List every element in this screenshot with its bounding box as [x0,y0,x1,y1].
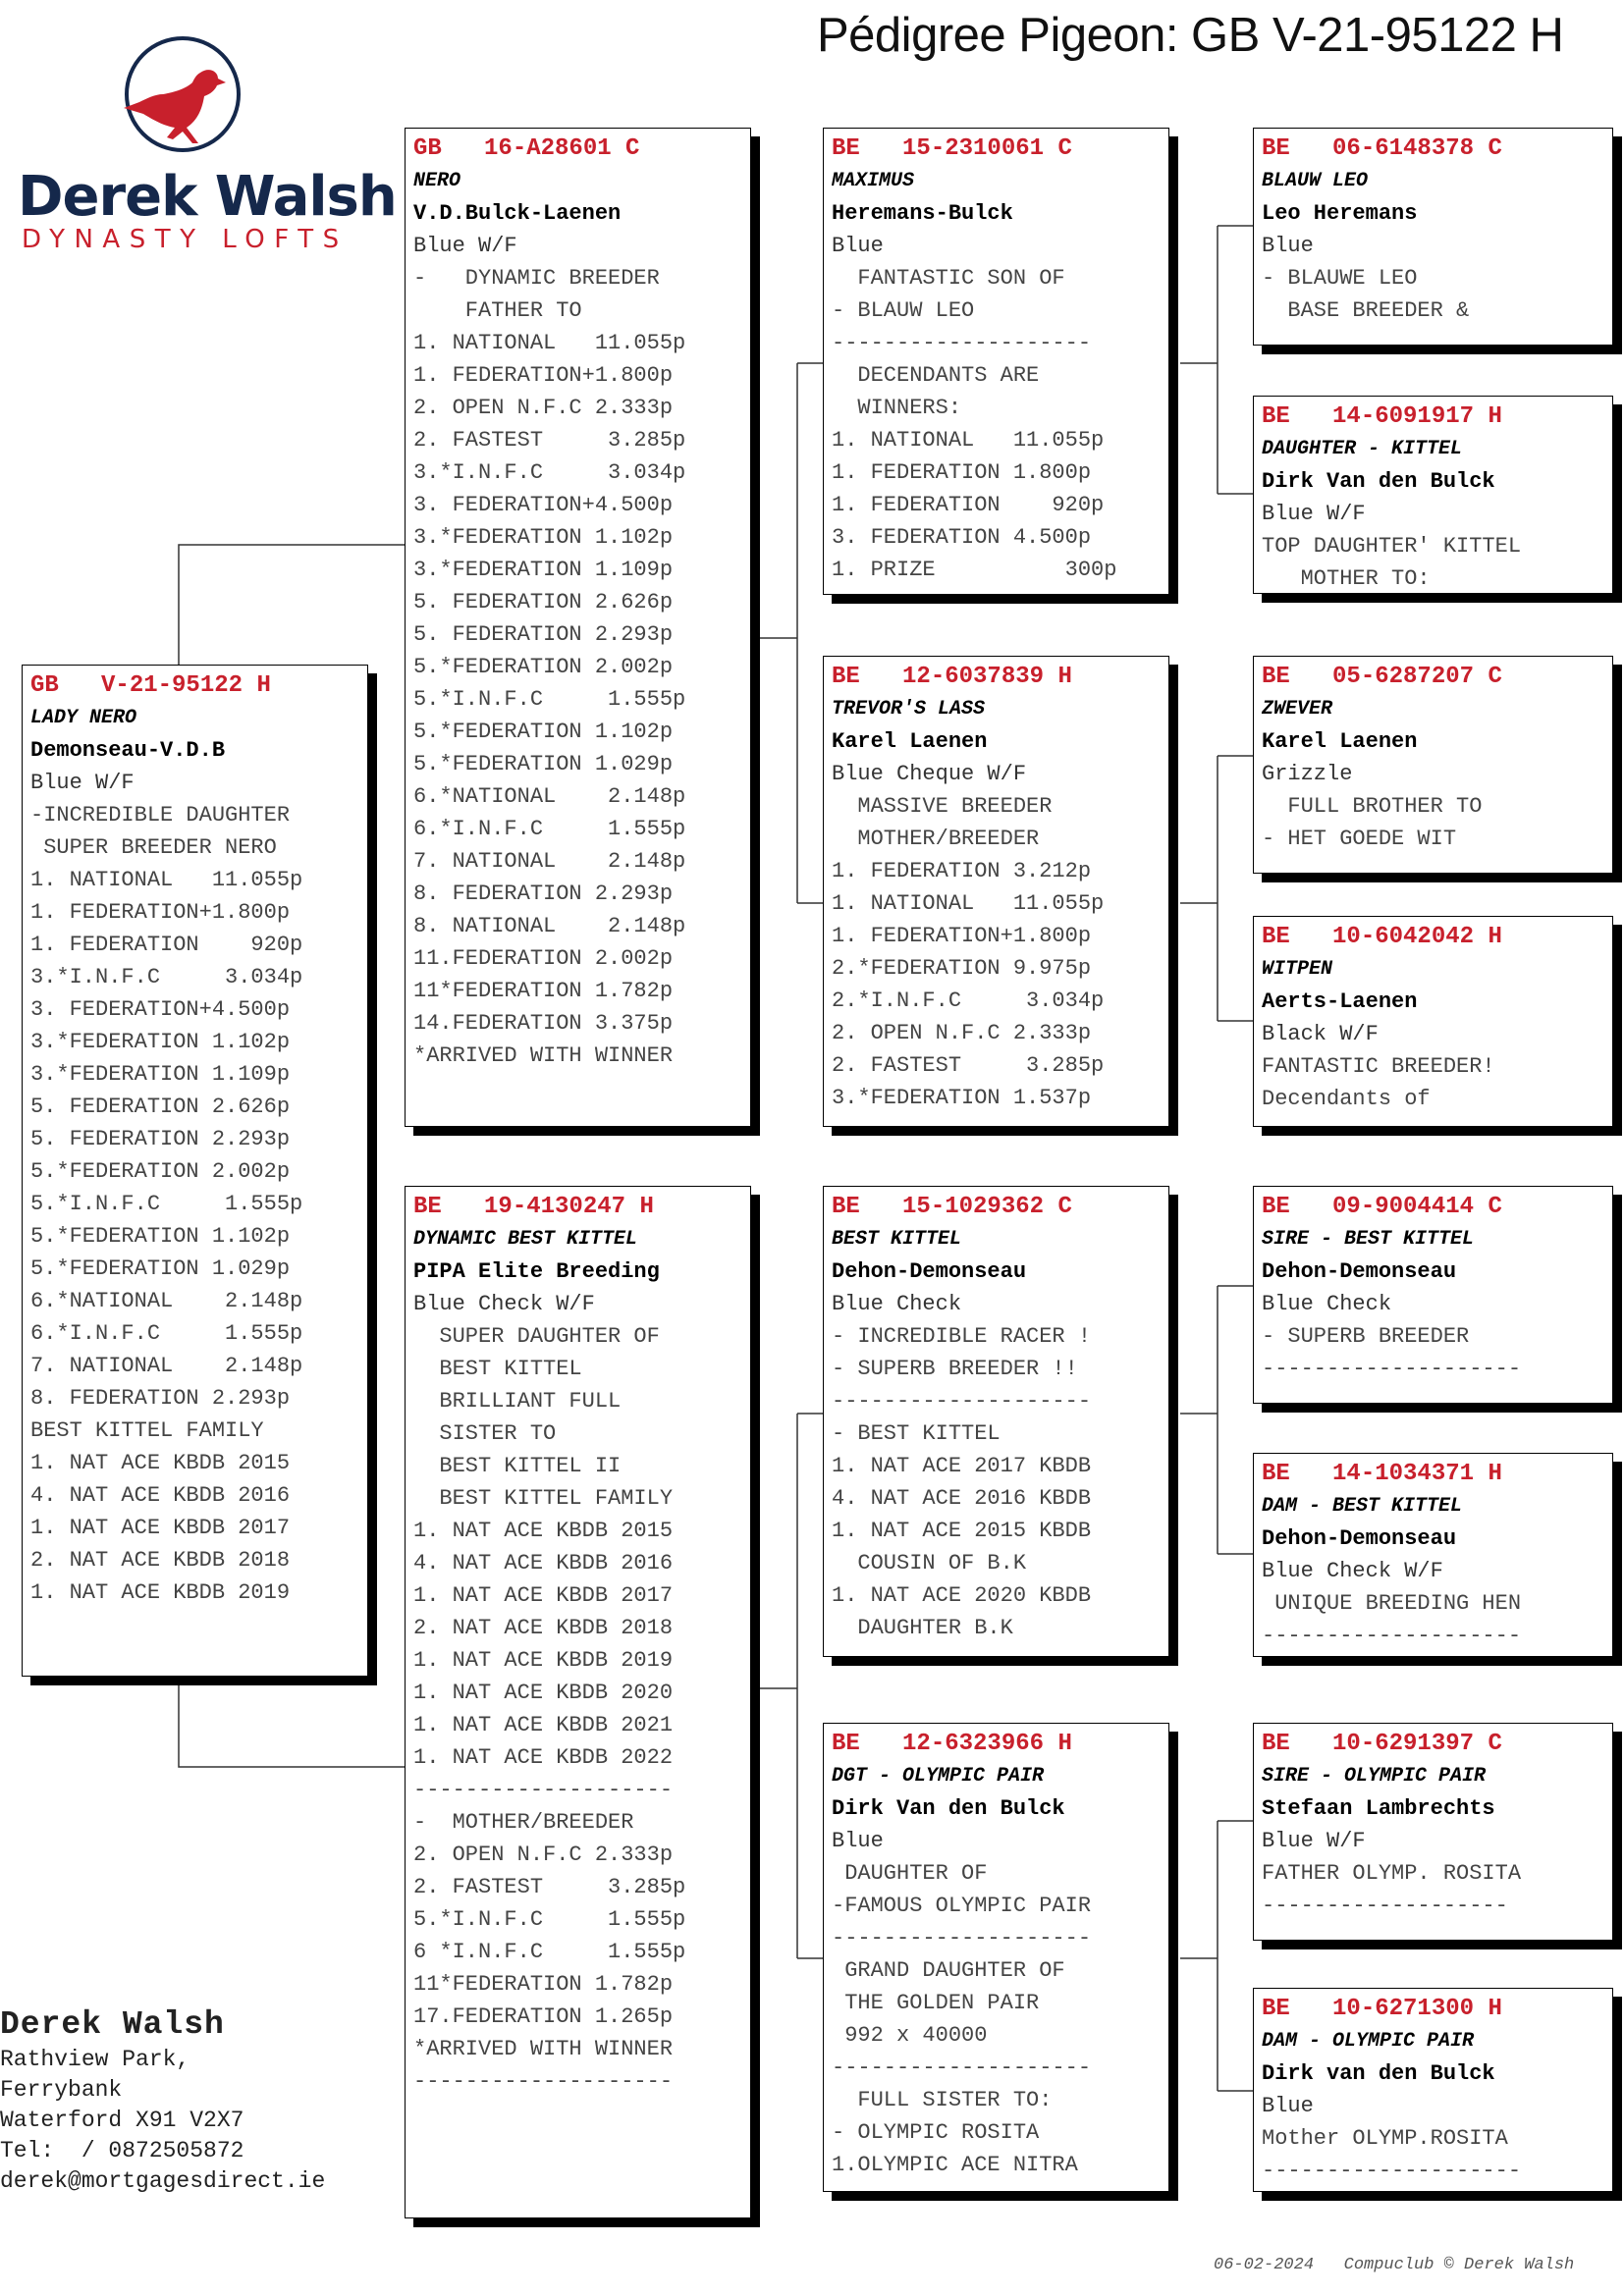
pigeon-name: SIRE - OLYMPIC PAIR [1262,1765,1487,1788]
owner-contact [0,2005,325,2197]
pigeon-card-ss[interactable] [823,128,1169,595]
note-line: 1. NAT ACE 2020 KBDB [832,1583,1092,1608]
note-line: SISTER TO [413,1421,557,1446]
footer-credit: 06-02-2024 Compuclub © Derek Walsh [1214,2256,1575,2274]
note-line: - OLYMPIC ROSITA [832,2120,1040,2145]
note-line: BRILLIANT FULL [413,1389,622,1414]
note-line: 1. FEDERATION 920p [832,493,1105,517]
note-line: 5.*FEDERATION 2.002p [413,655,674,679]
ring-number: BE 19-4130247 H [413,1194,654,1220]
pigeon-color: Blue [832,234,884,258]
note-line: 4. NAT ACE KBDB 2016 [30,1483,291,1508]
note-line: MASSIVE BREEDER [832,794,1053,819]
note-line: 3.*I.N.F.C 3.034p [413,460,686,485]
note-line: 17.FEDERATION 1.265p [413,2004,674,2029]
breeder-name: Stefaan Lambrechts [1262,1796,1495,1821]
pigeon-card-sire[interactable] [405,128,751,1127]
pigeon-name: DAM - BEST KITTEL [1262,1495,1463,1518]
note-line: 8. FEDERATION 2.293p [30,1386,291,1411]
ring-number: BE 12-6037839 H [832,664,1072,690]
note-line: *ARRIVED WITH WINNER [413,1043,674,1068]
note-line: 11.FEDERATION 2.002p [413,946,674,971]
note-line: 3. FEDERATION+4.500p [30,997,291,1022]
note-line: 2. FASTEST 3.285p [413,428,686,453]
pigeon-card-dam[interactable] [405,1186,751,2218]
note-line: -------------------- [1262,1357,1522,1381]
pigeon-card-sdd[interactable] [1253,916,1613,1127]
note-line: -INCREDIBLE DAUGHTER [30,803,291,828]
pigeon-card-dds[interactable] [1253,1723,1613,1941]
breeder-name: Karel Laenen [832,729,988,754]
note-line: 1. NAT ACE 2017 KBDB [832,1454,1092,1478]
note-line: 1. PRIZE 300p [832,558,1117,582]
note-line: -------------------- [413,2069,674,2094]
pigeon-color: Blue Check W/F [1262,1559,1443,1583]
pigeon-card-dss[interactable] [1253,1186,1613,1404]
note-line: THE GOLDEN PAIR [832,1991,1040,2015]
note-line: 1. NAT ACE KBDB 2022 [413,1745,674,1770]
ring-number: BE 10-6291397 C [1262,1731,1502,1757]
pigeon-card-ds[interactable] [823,1186,1169,1657]
note-line: 1. NAT ACE 2015 KBDB [832,1519,1092,1543]
note-line: 3. FEDERATION 4.500p [832,525,1092,550]
note-line: 1. NAT ACE KBDB 2021 [413,1713,674,1737]
note-line: 2. OPEN N.F.C 2.333p [413,1842,674,1867]
ring-number: BE 15-1029362 C [832,1194,1072,1220]
note-line: 7. NATIONAL 2.148p [30,1354,303,1378]
note-line: 1. FEDERATION 3.212p [832,859,1092,883]
pigeon-name: DYNAMIC BEST KITTEL [413,1228,638,1251]
note-line: 8. FEDERATION 2.293p [413,881,674,906]
note-line: 5. FEDERATION 2.293p [30,1127,291,1151]
note-line: 3.*FEDERATION 1.537p [832,1086,1092,1110]
owner-address-line: Ferrybank [0,2077,123,2103]
ring-number: BE 10-6271300 H [1262,1996,1502,2022]
note-line: WINNERS: [832,396,962,420]
ring-number: BE 14-1034371 H [1262,1461,1502,1487]
note-line: 5.*I.N.F.C 1.555p [413,687,686,712]
ring-number: BE 15-2310061 C [832,135,1072,162]
note-line: 5.*FEDERATION 1.029p [413,752,674,776]
note-line: SUPER BREEDER NERO [30,835,277,860]
note-line: 5.*I.N.F.C 1.555p [30,1192,303,1216]
note-line: 6.*I.N.F.C 1.555p [30,1321,303,1346]
ring-number: BE 06-6148378 C [1262,135,1502,162]
note-line: 1. NAT ACE KBDB 2017 [30,1516,291,1540]
note-line: 3.*FEDERATION 1.102p [30,1030,291,1054]
note-line: BEST KITTEL FAMILY [30,1418,264,1443]
note-line: 2. FASTEST 3.285p [832,1053,1105,1078]
ring-number: GB 16-A28601 C [413,135,640,162]
note-line: GRAND DAUGHTER OF [832,1958,1065,1983]
breeder-name: PIPA Elite Breeding [413,1259,660,1284]
pigeon-card-dd[interactable] [823,1723,1169,2192]
breeder-name: Dirk Van den Bulck [832,1796,1065,1821]
note-line: DAUGHTER B.K [832,1616,1013,1640]
note-line: DAUGHTER OF [832,1861,988,1886]
note-line: 1. FEDERATION 920p [30,933,303,957]
pigeon-color: Blue [1262,234,1314,258]
note-line: 4. NAT ACE KBDB 2016 [413,1551,674,1575]
note-line: 1. NAT ACE KBDB 2019 [413,1648,674,1673]
pigeon-name: DAUGHTER - KITTEL [1262,438,1463,460]
note-line: - BLAUW LEO [832,298,975,323]
ring-number: BE 14-6091917 H [1262,403,1502,430]
note-line: FATHER OLYMP. ROSITA [1262,1861,1522,1886]
pigeon-color: Grizzle [1262,762,1353,786]
note-line: 6 *I.N.F.C 1.555p [413,1940,686,1964]
note-line: 1. FEDERATION 1.800p [832,460,1092,485]
note-line: -------------------- [1262,1624,1522,1648]
pigeon-card-sd[interactable] [823,656,1169,1127]
note-line: 5.*FEDERATION 2.002p [30,1159,291,1184]
note-line: 3.*FEDERATION 1.109p [30,1062,291,1087]
note-line: -------------------- [832,331,1092,355]
note-line: 3.*FEDERATION 1.102p [413,525,674,550]
note-line: FULL BROTHER TO [1262,794,1483,819]
note-line: Decendants of [1262,1087,1431,1111]
note-line: BEST KITTEL FAMILY [413,1486,674,1511]
pigeon-card-dsd[interactable] [1253,1453,1613,1657]
pigeon-name: NERO [413,170,461,192]
note-line: 3.*FEDERATION 1.109p [413,558,674,582]
note-line: 1. NATIONAL 11.055p [832,891,1105,916]
pigeon-color: Blue W/F [413,234,517,258]
note-line: 1. NAT ACE KBDB 2020 [413,1681,674,1705]
ring-number: BE 09-9004414 C [1262,1194,1502,1220]
note-line: 1. NATIONAL 11.055p [413,331,686,355]
breeder-name: Dehon-Demonseau [832,1259,1027,1284]
note-line: 3. FEDERATION+4.500p [413,493,674,517]
note-line: MOTHER/BREEDER [832,827,1040,851]
pigeon-name: BLAUW LEO [1262,170,1369,192]
note-line: UNIQUE BREEDING HEN [1262,1591,1522,1616]
pigeon-card-ssd[interactable] [1253,396,1613,594]
pigeon-color: Black W/F [1262,1022,1379,1046]
note-line: -------------------- [413,1778,674,1802]
note-line: -------------------- [832,1389,1092,1414]
note-line: 1. NAT ACE KBDB 2015 [413,1519,674,1543]
ring-number: BE 05-6287207 C [1262,664,1502,690]
note-line: 1. NATIONAL 11.055p [30,868,303,892]
note-line: - SUPERB BREEDER [1262,1324,1470,1349]
note-line: 2.*I.N.F.C 3.034p [832,988,1105,1013]
note-line: 2.*FEDERATION 9.975p [832,956,1092,981]
note-line: BEST KITTEL II [413,1454,622,1478]
note-line: 14.FEDERATION 3.375p [413,1011,674,1036]
note-line: 1. NATIONAL 11.055p [832,428,1105,453]
owner-email[interactable]: derek@mortgagesdirect.ie [0,2168,326,2194]
note-line: 2. NAT ACE KBDB 2018 [413,1616,674,1640]
note-line: 5. FEDERATION 2.626p [413,590,674,614]
brand-subtitle: DYNASTY LOFTS [22,225,349,254]
note-line: TOP DAUGHTER' KITTEL [1262,534,1522,559]
note-line: FANTASTIC SON OF [832,266,1065,291]
pigeon-color: Blue Cheque W/F [832,762,1027,786]
breeder-name: Demonseau-V.D.B [30,738,226,763]
note-line: 4. NAT ACE 2016 KBDB [832,1486,1092,1511]
note-line: - HET GOEDE WIT [1262,827,1457,851]
pigeon-color: Blue W/F [1262,1829,1366,1853]
note-line: -------------------- [1262,2159,1522,2183]
pigeon-card-ddd[interactable] [1253,1988,1613,2192]
breeder-name: V.D.Bulck-Laenen [413,201,622,226]
pigeon-name: MAXIMUS [832,170,915,192]
note-line: Mother OLYMP.ROSITA [1262,2126,1508,2151]
note-line: 5.*FEDERATION 1.102p [30,1224,291,1249]
note-line: -------------------- [832,1926,1092,1950]
pigeon-name: ZWEVER [1262,698,1333,721]
note-line: MOTHER TO: [1262,566,1431,591]
pigeon-name: TREVOR'S LASS [832,698,986,721]
pigeon-color: Blue [1262,2094,1314,2118]
note-line: 1. NAT ACE KBDB 2017 [413,1583,674,1608]
note-line: 11*FEDERATION 1.782p [413,979,674,1003]
breeder-name: Karel Laenen [1262,729,1418,754]
pigeon-name: BEST KITTEL [832,1228,962,1251]
note-line: 1.OLYMPIC ACE NITRA [832,2153,1078,2177]
breeder-name: Aerts-Laenen [1262,989,1418,1014]
note-line: 1. FEDERATION+1.800p [832,924,1092,948]
note-line: 5. FEDERATION 2.293p [413,622,674,647]
pigeon-name: SIRE - BEST KITTEL [1262,1228,1475,1251]
note-line: 992 x 40000 [832,2023,988,2048]
ring-number: BE 10-6042042 H [1262,924,1502,950]
note-line: 2. NAT ACE KBDB 2018 [30,1548,291,1573]
note-line: ------------------- [1262,1894,1508,1918]
note-line: -------------------- [832,2056,1092,2080]
note-line: DECENDANTS ARE [832,363,1040,388]
note-line: 1. FEDERATION+1.800p [413,363,674,388]
owner-name: Derek Walsh [0,2006,225,2043]
pigeon-color: Blue Check [1262,1292,1392,1316]
breeder-name: Heremans-Bulck [832,201,1013,226]
note-line: 2. OPEN N.F.C 2.333p [413,396,674,420]
owner-address-line: Rathview Park, [0,2047,190,2072]
note-line: 1. FEDERATION+1.800p [30,900,291,925]
note-line: 7. NATIONAL 2.148p [413,849,686,874]
pigeon-card-sds[interactable] [1253,656,1613,874]
note-line: - SUPERB BREEDER !! [832,1357,1078,1381]
pigeon-color: Blue Check W/F [413,1292,595,1316]
pigeon-name: DGT - OLYMPIC PAIR [832,1765,1045,1788]
note-line: - BLAUWE LEO [1262,266,1418,291]
note-line: 5. FEDERATION 2.626p [30,1095,291,1119]
breeder-name: Leo Heremans [1262,201,1418,226]
pigeon-color: Blue Check [832,1292,962,1316]
note-line: FULL SISTER TO: [832,2088,1053,2112]
page-title: Pédigree Pigeon: GB V-21-95122 H [817,9,1564,62]
pigeon-name: DAM - OLYMPIC PAIR [1262,2030,1475,2053]
ring-number: BE 12-6323966 H [832,1731,1072,1757]
note-line: 8. NATIONAL 2.148p [413,914,686,938]
note-line: 11*FEDERATION 1.782p [413,1972,674,1997]
note-line: 5.*FEDERATION 1.029p [30,1256,291,1281]
note-line: FANTASTIC BREEDER! [1262,1054,1495,1079]
pigeon-card-sss[interactable] [1253,128,1613,346]
pigeon-card-subject[interactable] [22,665,368,1677]
note-line: BASE BREEDER & [1262,298,1470,323]
note-line: 6.*NATIONAL 2.148p [30,1289,303,1313]
pigeon-name: LADY NERO [30,707,137,729]
note-line: - MOTHER/BREEDER [413,1810,634,1835]
breeder-name: Dirk Van den Bulck [1262,469,1495,494]
note-line: 1. NAT ACE KBDB 2019 [30,1580,291,1605]
breeder-name: Dehon-Demonseau [1262,1259,1457,1284]
pigeon-name: WITPEN [1262,958,1333,981]
note-line: 6.*I.N.F.C 1.555p [413,817,686,841]
note-line: 5.*FEDERATION 1.102p [413,720,674,744]
note-line: 3.*I.N.F.C 3.034p [30,965,303,989]
pigeon-color: Blue W/F [1262,502,1366,526]
owner-phone: Tel: / 0872505872 [0,2138,244,2163]
note-line: - BEST KITTEL [832,1421,1001,1446]
note-line: 1. NAT ACE KBDB 2015 [30,1451,291,1475]
note-line: *ARRIVED WITH WINNER [413,2037,674,2061]
note-line: 2. OPEN N.F.C 2.333p [832,1021,1092,1045]
note-line: -FAMOUS OLYMPIC PAIR [832,1894,1092,1918]
note-line: BEST KITTEL [413,1357,582,1381]
note-line: SUPER DAUGHTER OF [413,1324,660,1349]
breeder-name: Dehon-Demonseau [1262,1526,1457,1551]
pigeon-color: Blue [832,1829,884,1853]
ring-number: GB V-21-95122 H [30,672,271,699]
note-line: 6.*NATIONAL 2.148p [413,784,686,809]
breeder-name: Dirk van den Bulck [1262,2061,1495,2086]
pigeon-color: Blue W/F [30,771,135,795]
note-line: 5.*I.N.F.C 1.555p [413,1907,686,1932]
owner-address-line: Waterford X91 V2X7 [0,2108,244,2133]
note-line: 2. FASTEST 3.285p [413,1875,686,1899]
note-line: FATHER TO [413,298,582,323]
brand-name: Derek Walsh [18,165,397,229]
note-line: - DYNAMIC BREEDER [413,266,660,291]
note-line: COUSIN OF B.K [832,1551,1027,1575]
note-line: - INCREDIBLE RACER ! [832,1324,1092,1349]
